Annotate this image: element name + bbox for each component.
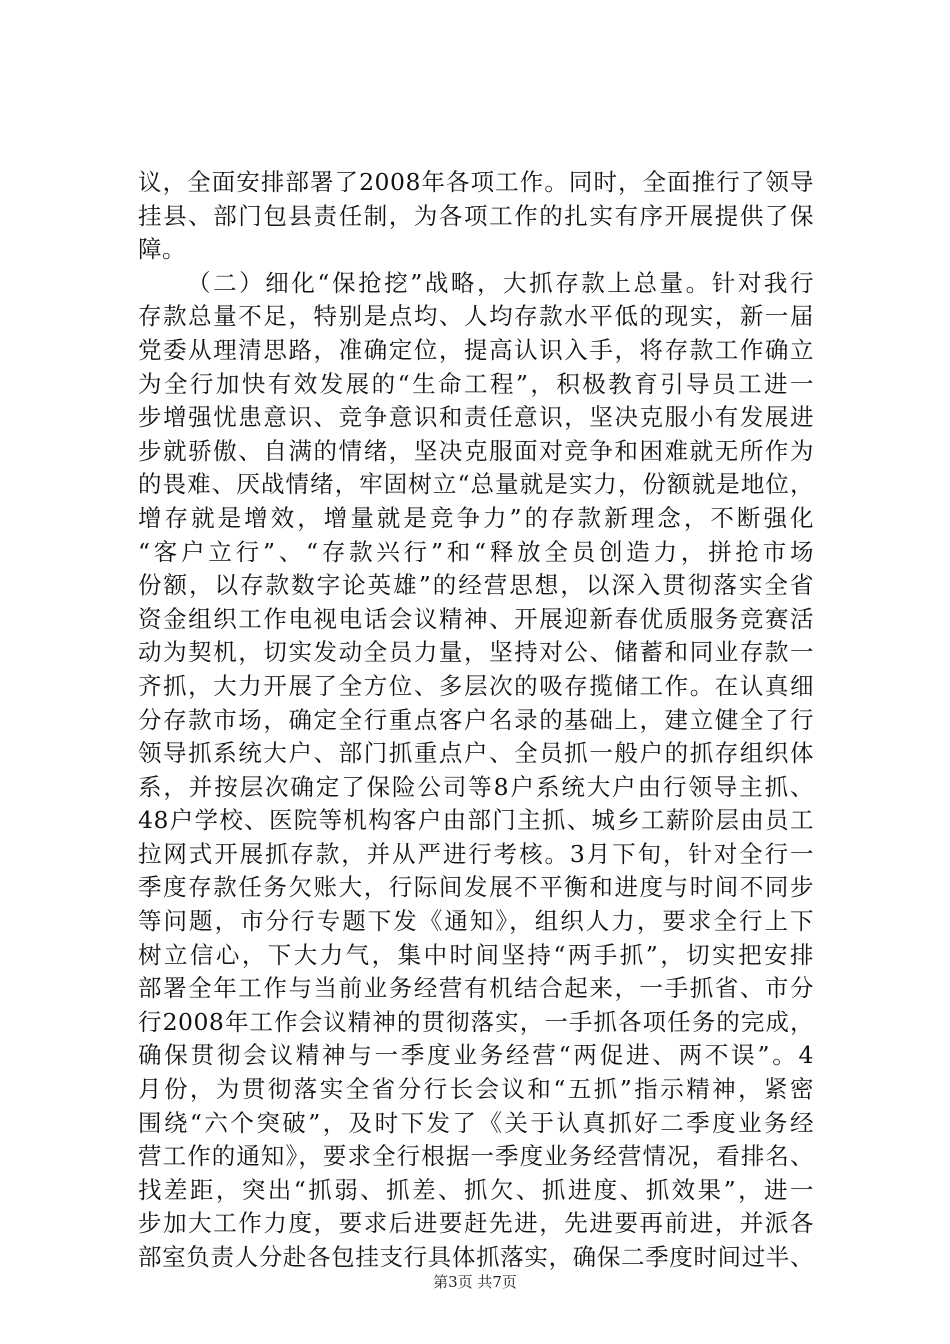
text-line: 围绕“六个突破”，及时下发了《关于认真抓好二季度业务经 — [138, 1109, 814, 1137]
text-line: 障。 — [138, 235, 186, 263]
text-line: 份额，以存款数字论英雄”的经营思想，以深入贯彻落实全省 — [138, 571, 814, 599]
text-line: 步增强忧患意识、竞争意识和责任意识，坚决克服小有发展进 — [138, 403, 814, 431]
text-line: 齐抓，大力开展了全方位、多层次的吸存揽储工作。在认真细 — [138, 672, 814, 700]
text-line: 动为契机，切实发动全员力量，坚持对公、储蓄和同业存款一 — [138, 638, 814, 666]
text-line: 树立信心，下大力气，集中时间坚持“两手抓”，切实把安排 — [138, 941, 814, 969]
text-line: 步就骄傲、自满的情绪，坚决克服面对竞争和困难就无所作为 — [138, 437, 814, 465]
text-line: 资金组织工作电视电话会议精神、开展迎新春优质服务竞赛活 — [138, 605, 814, 633]
text-line: 季度存款任务欠账大，行际间发展不平衡和进度与时间不同步 — [138, 873, 814, 901]
text-line: 步加大工作力度，要求后进要赶先进，先进要再前进，并派各 — [138, 1209, 814, 1237]
text-line: 议，全面安排部署了2008年各项工作。同时，全面推行了领导 — [138, 168, 814, 196]
text-line: 拉网式开展抓存款，并从严进行考核。3月下旬，针对全行一 — [138, 840, 814, 868]
text-line: “客户立行”、“存款兴行”和“释放全员创造力，拼抢市场 — [138, 538, 814, 566]
text-line: 部室负责人分赴各包挂支行具体抓落实，确保二季度时间过半、 — [138, 1243, 814, 1271]
text-line: 挂县、部门包县责任制，为各项工作的扎实有序开展提供了保 — [138, 202, 814, 230]
text-line: 分存款市场，确定全行重点客户名录的基础上，建立健全了行 — [138, 706, 814, 734]
section-heading-line: （二）细化“保抢挖”战略，大抓存款上总量。针对我行 — [187, 269, 814, 297]
text-line: 找差距，突出“抓弱、抓差、抓欠、抓进度、抓效果”，进一 — [138, 1176, 814, 1204]
text-line: 的畏难、厌战情绪，牢固树立“总量就是实力，份额就是地位， — [138, 470, 814, 498]
text-line: 系，并按层次确定了保险公司等8户系统大户由行领导主抓、 — [138, 773, 814, 801]
text-line: 月份，为贯彻落实全省分行长会议和“五抓”指示精神，紧密 — [138, 1075, 814, 1103]
text-line: 确保贯彻会议精神与一季度业务经营“两促进、两不误”。4 — [138, 1041, 814, 1069]
page-footer: 第3页 共7页 — [433, 1273, 517, 1291]
text-line: 存款总量不足，特别是点均、人均存款水平低的现实，新一届 — [138, 302, 814, 330]
text-line: 增存就是增效，增量就是竞争力”的存款新理念，不断强化 — [138, 504, 814, 532]
text-line: 行2008年工作会议精神的贯彻落实，一手抓各项任务的完成， — [138, 1008, 814, 1036]
text-line: 党委从理清思路，准确定位，提高认识入手，将存款工作确立 — [138, 336, 814, 364]
text-line: 领导抓系统大户、部门抓重点户、全员抓一般户的抓存组织体 — [138, 739, 814, 767]
text-line: 为全行加快有效发展的“生命工程”，积极教育引导员工进一 — [138, 370, 814, 398]
text-line: 部署全年工作与当前业务经营有机结合起来，一手抓省、市分 — [138, 974, 814, 1002]
text-line: 等问题，市分行专题下发《通知》，组织人力，要求全行上下 — [138, 907, 814, 935]
text-line: 营工作的通知》，要求全行根据一季度业务经营情况，看排名、 — [138, 1142, 814, 1170]
text-line: 48户学校、医院等机构客户由部门主抓、城乡工薪阶层由员工 — [138, 806, 814, 834]
